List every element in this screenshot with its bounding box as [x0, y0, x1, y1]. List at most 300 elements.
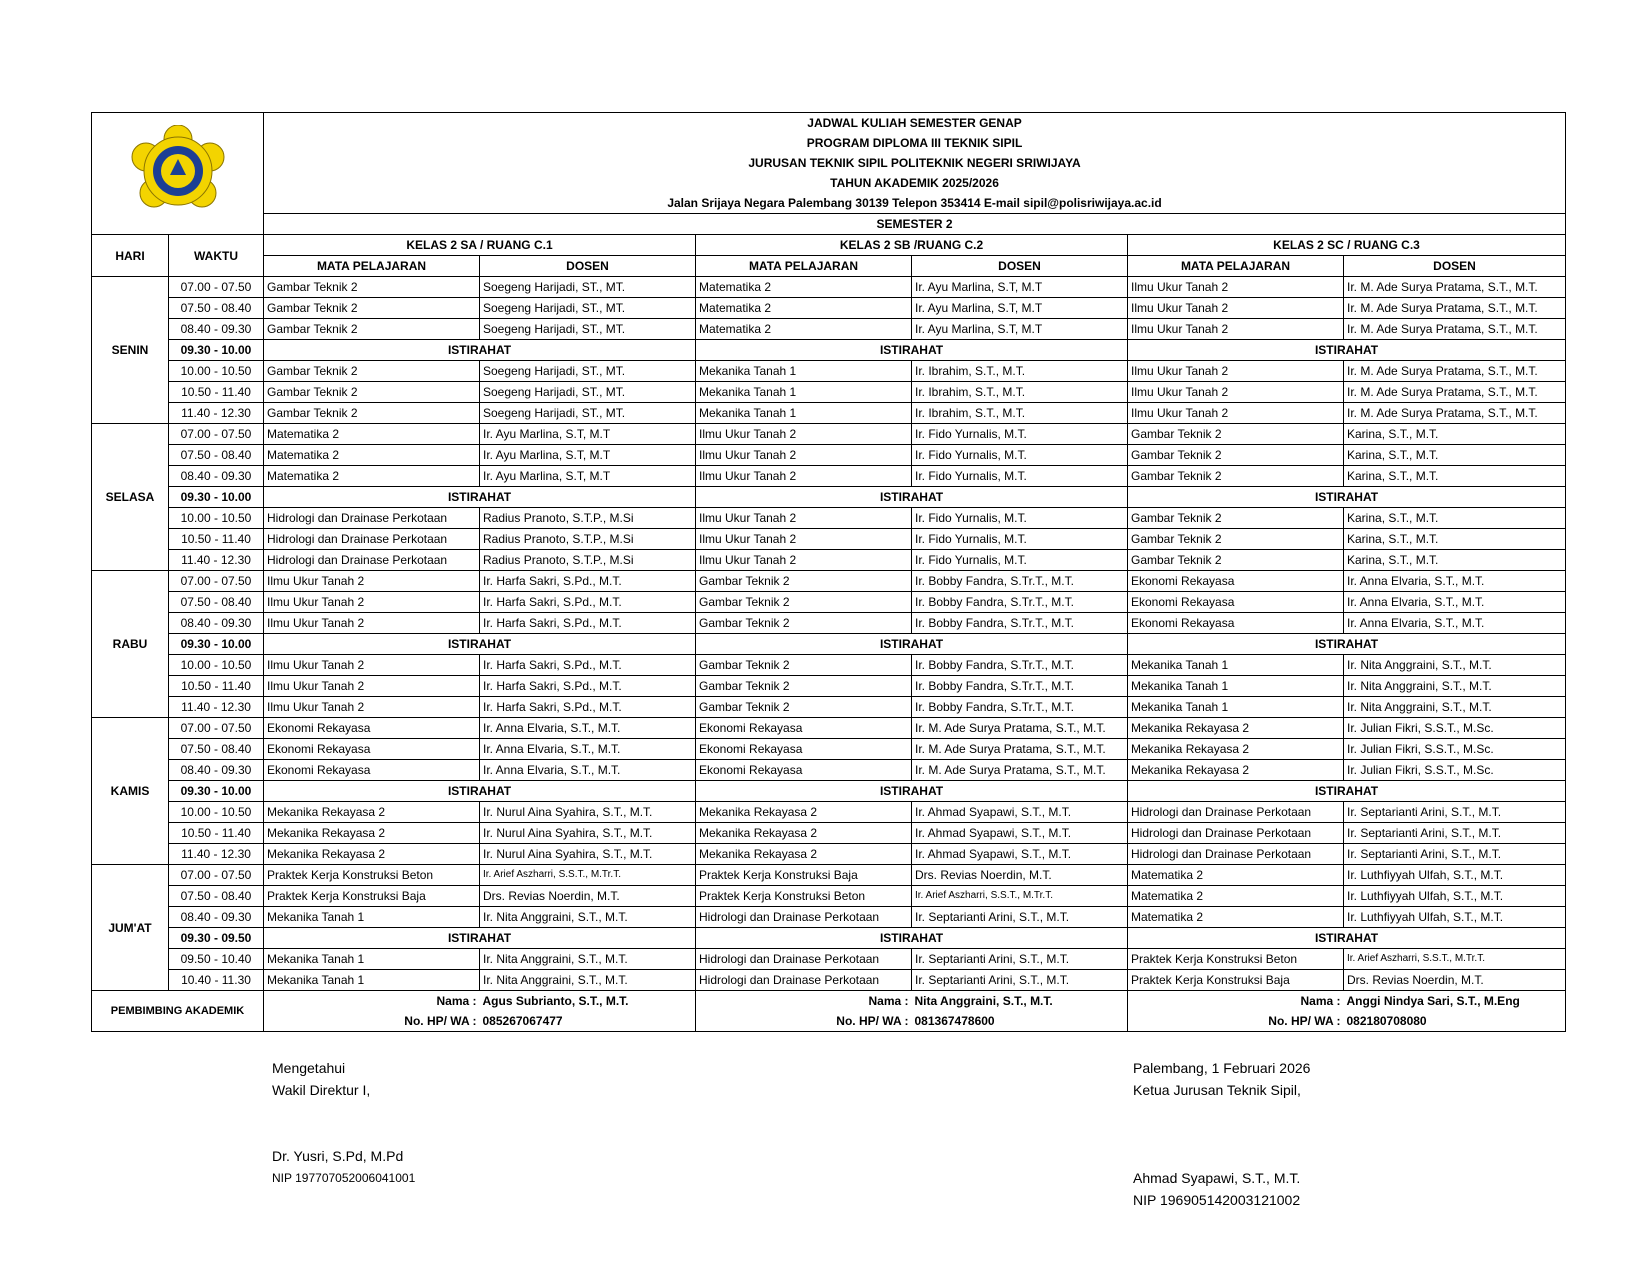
lecturer-name: Ir. M. Ade Surya Pratama, S.T., M.T. — [1344, 382, 1566, 403]
lecturer-name: Ir. Ayu Marlina, S.T, M.T — [912, 319, 1128, 340]
course-name: Hidrologi dan Drainase Perkotaan — [264, 550, 480, 571]
time-slot: 11.40 - 12.30 — [169, 697, 264, 718]
lecturer-name: Ir. Bobby Fandra, S.Tr.T., M.T. — [912, 676, 1128, 697]
lecturer-name: Ir. Arief Aszharri, S.S.T., M.Tr.T. — [1344, 949, 1566, 970]
course-name: Mekanika Rekayasa 2 — [696, 844, 912, 865]
break-label: ISTIRAHAT — [264, 634, 696, 655]
table-row — [92, 844, 1566, 865]
advisor-name: Agus Subrianto, S.T., M.T. — [480, 991, 696, 1012]
table-row — [92, 571, 1566, 592]
course-name: Ilmu Ukur Tanah 2 — [696, 529, 912, 550]
lecturer-name: Ir. Bobby Fandra, S.Tr.T., M.T. — [912, 697, 1128, 718]
table-row — [92, 865, 1566, 886]
course-name: Matematika 2 — [1128, 865, 1344, 886]
table-row — [92, 718, 1566, 739]
course-name: Ekonomi Rekayasa — [696, 760, 912, 781]
signature-right-line1: Palembang, 1 Februari 2026 — [1133, 1060, 1311, 1076]
advisor-name-label: Nama : — [1128, 991, 1344, 1012]
course-name: Hidrologi dan Drainase Perkotaan — [696, 970, 912, 991]
logo-cell — [92, 113, 264, 235]
lecturer-name: Ir. Anna Elvaria, S.T., M.T. — [480, 760, 696, 781]
course-name: Ilmu Ukur Tanah 2 — [696, 508, 912, 529]
course-name: Hidrologi dan Drainase Perkotaan — [696, 907, 912, 928]
time-slot: 09.30 - 10.00 — [169, 634, 264, 655]
course-name: Mekanika Rekayasa 2 — [696, 802, 912, 823]
lecturer-name: Ir. Nita Anggraini, S.T., M.T. — [480, 949, 696, 970]
table-row — [92, 676, 1566, 697]
course-name: Mekanika Rekayasa 2 — [264, 802, 480, 823]
table-row — [92, 277, 1566, 298]
course-name: Hidrologi dan Drainase Perkotaan — [1128, 802, 1344, 823]
lecturer-name: Karina, S.T., M.T. — [1344, 466, 1566, 487]
lecturer-name: Ir. Septarianti Arini, S.T., M.T. — [1344, 802, 1566, 823]
break-label: ISTIRAHAT — [264, 781, 696, 802]
table-row — [92, 361, 1566, 382]
time-slot: 11.40 - 12.30 — [169, 550, 264, 571]
break-label: ISTIRAHAT — [264, 340, 696, 361]
course-name: Mekanika Rekayasa 2 — [264, 844, 480, 865]
lecturer-name: Ir. Arief Aszharri, S.S.T., M.Tr.T. — [912, 886, 1128, 907]
signature-left-name: Dr. Yusri, S.Pd, M.Pd — [272, 1148, 404, 1164]
break-label: ISTIRAHAT — [696, 487, 1128, 508]
lecturer-name: Ir. M. Ade Surya Pratama, S.T., M.T. — [1344, 361, 1566, 382]
lecturer-name: Ir. M. Ade Surya Pratama, S.T., M.T. — [1344, 298, 1566, 319]
advisor-phone: 081367478600 — [912, 1011, 1128, 1032]
polsri-logo-icon — [126, 125, 230, 217]
time-slot: 10.50 - 11.40 — [169, 529, 264, 550]
lecturer-name: Ir. Anna Elvaria, S.T., M.T. — [480, 739, 696, 760]
course-name: Mekanika Rekayasa 2 — [1128, 739, 1344, 760]
time-slot: 07.00 - 07.50 — [169, 424, 264, 445]
time-slot: 09.50 - 10.40 — [169, 949, 264, 970]
time-slot: 07.00 - 07.50 — [169, 277, 264, 298]
course-name: Matematika 2 — [264, 466, 480, 487]
course-name: Ilmu Ukur Tanah 2 — [1128, 382, 1344, 403]
advisor-row — [92, 1011, 1566, 1032]
course-name: Ilmu Ukur Tanah 2 — [264, 676, 480, 697]
course-name: Mekanika Rekayasa 2 — [696, 823, 912, 844]
lecturer-name: Ir. Ayu Marlina, S.T, M.T — [480, 466, 696, 487]
course-name: Mekanika Rekayasa 2 — [264, 823, 480, 844]
header-line-2: PROGRAM DIPLOMA III TEKNIK SIPIL — [264, 133, 1566, 153]
course-name: Gambar Teknik 2 — [696, 676, 912, 697]
lecturer-name: Ir. Fido Yurnalis, M.T. — [912, 508, 1128, 529]
table-row — [92, 298, 1566, 319]
lecturer-name: Ir. Fido Yurnalis, M.T. — [912, 550, 1128, 571]
course-name: Ilmu Ukur Tanah 2 — [696, 424, 912, 445]
break-label: ISTIRAHAT — [264, 487, 696, 508]
time-slot: 07.50 - 08.40 — [169, 592, 264, 613]
advisor-name-label: Nama : — [696, 991, 912, 1012]
course-name: Gambar Teknik 2 — [696, 697, 912, 718]
lecturer-name: Ir. Ayu Marlina, S.T, M.T — [480, 445, 696, 466]
advisor-phone: 085267067477 — [480, 1011, 696, 1032]
course-name: Mekanika Tanah 1 — [1128, 676, 1344, 697]
time-slot: 07.00 - 07.50 — [169, 865, 264, 886]
course-name: Gambar Teknik 2 — [696, 655, 912, 676]
lecturer-name: Ir. Nurul Aina Syahira, S.T., M.T. — [480, 823, 696, 844]
course-name: Matematika 2 — [1128, 886, 1344, 907]
lecturer-name: Ir. M. Ade Surya Pratama, S.T., M.T. — [912, 739, 1128, 760]
course-name: Ilmu Ukur Tanah 2 — [696, 445, 912, 466]
course-name: Mekanika Tanah 1 — [264, 949, 480, 970]
course-name: Hidrologi dan Drainase Perkotaan — [696, 949, 912, 970]
break-label: ISTIRAHAT — [696, 340, 1128, 361]
course-name: Ekonomi Rekayasa — [1128, 592, 1344, 613]
course-name: Ekonomi Rekayasa — [264, 718, 480, 739]
day-label: KAMIS — [92, 718, 169, 865]
course-name: Ekonomi Rekayasa — [1128, 613, 1344, 634]
lecturer-name: Ir. Anna Elvaria, S.T., M.T. — [1344, 592, 1566, 613]
lecturer-name: Radius Pranoto, S.T.P., M.Si — [480, 529, 696, 550]
course-name: Ilmu Ukur Tanah 2 — [1128, 361, 1344, 382]
course-name: Gambar Teknik 2 — [1128, 445, 1344, 466]
lecturer-name: Ir. Bobby Fandra, S.Tr.T., M.T. — [912, 655, 1128, 676]
course-name: Matematika 2 — [696, 277, 912, 298]
lecturer-name: Ir. Nita Anggraini, S.T., M.T. — [1344, 655, 1566, 676]
course-name: Gambar Teknik 2 — [696, 613, 912, 634]
signature-left-line1: Mengetahui — [272, 1060, 346, 1076]
break-label: ISTIRAHAT — [1128, 781, 1566, 802]
course-name: Gambar Teknik 2 — [264, 319, 480, 340]
signature-right-name: Ahmad Syapawi, S.T., M.T. — [1133, 1170, 1301, 1186]
lecturer-name: Ir. Septarianti Arini, S.T., M.T. — [912, 970, 1128, 991]
advisor-label: PEMBIMBING AKADEMIK — [92, 991, 264, 1032]
time-slot: 07.50 - 08.40 — [169, 298, 264, 319]
lecturer-name: Ir. M. Ade Surya Pratama, S.T., M.T. — [912, 760, 1128, 781]
course-name: Hidrologi dan Drainase Perkotaan — [264, 508, 480, 529]
time-slot: 10.00 - 10.50 — [169, 361, 264, 382]
course-name: Ilmu Ukur Tanah 2 — [264, 571, 480, 592]
lecturer-name: Ir. M. Ade Surya Pratama, S.T., M.T. — [912, 718, 1128, 739]
time-slot: 09.30 - 10.00 — [169, 781, 264, 802]
lecturer-name: Ir. Fido Yurnalis, M.T. — [912, 529, 1128, 550]
course-name: Mekanika Rekayasa 2 — [1128, 718, 1344, 739]
header-line-4: TAHUN AKADEMIK 2025/2026 — [264, 173, 1566, 193]
lecturer-name: Ir. Bobby Fandra, S.Tr.T., M.T. — [912, 592, 1128, 613]
lecturer-name: Ir. Septarianti Arini, S.T., M.T. — [912, 907, 1128, 928]
signature-left — [272, 1057, 415, 1189]
course-name: Ekonomi Rekayasa — [1128, 571, 1344, 592]
time-slot: 10.00 - 10.50 — [169, 508, 264, 529]
table-row — [92, 550, 1566, 571]
lecturer-name: Ir. Harfa Sakri, S.Pd., M.T. — [480, 571, 696, 592]
course-name: Ilmu Ukur Tanah 2 — [1128, 277, 1344, 298]
lecturer-name: Ir. Anna Elvaria, S.T., M.T. — [1344, 613, 1566, 634]
break-label: ISTIRAHAT — [1128, 487, 1566, 508]
header-line-5: Jalan Srijaya Negara Palembang 30139 Telepon 353414 E-mail sipil@polisriwijaya.ac.id — [264, 193, 1566, 214]
signature-right-line2: Ketua Jurusan Teknik Sipil, — [1133, 1082, 1301, 1098]
signature-right — [1133, 1057, 1310, 1211]
mata-header: MATA PELAJARAN — [696, 256, 912, 277]
course-name: Matematika 2 — [696, 298, 912, 319]
course-name: Gambar Teknik 2 — [1128, 529, 1344, 550]
lecturer-name: Ir. Septarianti Arini, S.T., M.T. — [912, 949, 1128, 970]
table-row — [92, 760, 1566, 781]
lecturer-name: Ir. Harfa Sakri, S.Pd., M.T. — [480, 655, 696, 676]
table-row — [92, 970, 1566, 991]
lecturer-name: Ir. Fido Yurnalis, M.T. — [912, 424, 1128, 445]
course-name: Ilmu Ukur Tanah 2 — [264, 697, 480, 718]
lecturer-name: Ir. Ayu Marlina, S.T, M.T — [912, 277, 1128, 298]
course-name: Ekonomi Rekayasa — [264, 760, 480, 781]
signature-left-line2: Wakil Direktur I, — [272, 1082, 371, 1098]
lecturer-name: Drs. Revias Noerdin, M.T. — [480, 886, 696, 907]
dosen-header: DOSEN — [480, 256, 696, 277]
table-row — [92, 823, 1566, 844]
course-name: Gambar Teknik 2 — [1128, 508, 1344, 529]
time-slot: 09.30 - 09.50 — [169, 928, 264, 949]
dosen-header: DOSEN — [912, 256, 1128, 277]
hari-header: HARI — [92, 235, 169, 277]
course-name: Gambar Teknik 2 — [1128, 424, 1344, 445]
time-slot: 10.50 - 11.40 — [169, 676, 264, 697]
header-line-1: JADWAL KULIAH SEMESTER GENAP — [264, 113, 1566, 134]
lecturer-name: Ir. M. Ade Surya Pratama, S.T., M.T. — [1344, 277, 1566, 298]
lecturer-name: Drs. Revias Noerdin, M.T. — [912, 865, 1128, 886]
mata-header: MATA PELAJARAN — [264, 256, 480, 277]
course-name: Praktek Kerja Konstruksi Baja — [696, 865, 912, 886]
lecturer-name: Ir. Nita Anggraini, S.T., M.T. — [480, 970, 696, 991]
course-name: Mekanika Rekayasa 2 — [1128, 760, 1344, 781]
course-name: Mekanika Tanah 1 — [696, 382, 912, 403]
table-row — [92, 613, 1566, 634]
lecturer-name: Karina, S.T., M.T. — [1344, 445, 1566, 466]
table-row — [92, 592, 1566, 613]
time-slot: 09.30 - 10.00 — [169, 340, 264, 361]
lecturer-name: Karina, S.T., M.T. — [1344, 529, 1566, 550]
lecturer-name: Ir. Ahmad Syapawi, S.T., M.T. — [912, 802, 1128, 823]
course-name: Gambar Teknik 2 — [264, 361, 480, 382]
lecturer-name: Ir. Ibrahim, S.T., M.T. — [912, 382, 1128, 403]
header-line-3: JURUSAN TEKNIK SIPIL POLITEKNIK NEGERI SRIWIJAYA — [264, 153, 1566, 173]
course-name: Matematika 2 — [264, 424, 480, 445]
course-name: Hidrologi dan Drainase Perkotaan — [1128, 823, 1344, 844]
table-row — [92, 508, 1566, 529]
day-label: SELASA — [92, 424, 169, 571]
lecturer-name: Soegeng Harijadi, ST., MT. — [480, 403, 696, 424]
course-name: Gambar Teknik 2 — [264, 403, 480, 424]
break-row — [92, 928, 1566, 949]
break-label: ISTIRAHAT — [1128, 340, 1566, 361]
course-name: Ekonomi Rekayasa — [696, 718, 912, 739]
lecturer-name: Ir. Bobby Fandra, S.Tr.T., M.T. — [912, 613, 1128, 634]
lecturer-name: Ir. Septarianti Arini, S.T., M.T. — [1344, 844, 1566, 865]
lecturer-name: Ir. Ayu Marlina, S.T, M.T — [912, 298, 1128, 319]
lecturer-name: Karina, S.T., M.T. — [1344, 508, 1566, 529]
time-slot: 10.00 - 10.50 — [169, 802, 264, 823]
break-label: ISTIRAHAT — [1128, 634, 1566, 655]
time-slot: 08.40 - 09.30 — [169, 760, 264, 781]
course-name: Matematika 2 — [264, 445, 480, 466]
lecturer-name: Ir. Harfa Sakri, S.Pd., M.T. — [480, 676, 696, 697]
lecturer-name: Ir. Bobby Fandra, S.Tr.T., M.T. — [912, 571, 1128, 592]
lecturer-name: Radius Pranoto, S.T.P., M.Si — [480, 550, 696, 571]
advisor-row — [92, 991, 1566, 1012]
course-name: Gambar Teknik 2 — [264, 298, 480, 319]
course-name: Mekanika Tanah 1 — [264, 970, 480, 991]
table-row — [92, 382, 1566, 403]
advisor-name: Anggi Nindya Sari, S.T., M.Eng — [1344, 991, 1566, 1012]
lecturer-name: Karina, S.T., M.T. — [1344, 424, 1566, 445]
table-row — [92, 445, 1566, 466]
lecturer-name: Ir. Luthfiyyah Ulfah, S.T., M.T. — [1344, 865, 1566, 886]
lecturer-name: Ir. Fido Yurnalis, M.T. — [912, 445, 1128, 466]
lecturer-name: Ir. Arief Aszharri, S.S.T., M.Tr.T. — [480, 865, 696, 886]
time-slot: 11.40 - 12.30 — [169, 403, 264, 424]
lecturer-name: Ir. Julian Fikri, S.S.T., M.Sc. — [1344, 739, 1566, 760]
lecturer-name: Ir. Anna Elvaria, S.T., M.T. — [480, 718, 696, 739]
lecturer-name: Soegeng Harijadi, ST., MT. — [480, 298, 696, 319]
course-name: Praktek Kerja Konstruksi Baja — [1128, 970, 1344, 991]
break-label: ISTIRAHAT — [696, 928, 1128, 949]
day-label: JUM'AT — [92, 865, 169, 991]
advisor-phone-label: No. HP/ WA : — [1128, 1011, 1344, 1032]
course-name: Ekonomi Rekayasa — [696, 739, 912, 760]
table-row — [92, 802, 1566, 823]
lecturer-name: Ir. Nurul Aina Syahira, S.T., M.T. — [480, 802, 696, 823]
lecturer-name: Ir. Nita Anggraini, S.T., M.T. — [1344, 676, 1566, 697]
course-name: Ekonomi Rekayasa — [264, 739, 480, 760]
time-slot: 10.50 - 11.40 — [169, 823, 264, 844]
break-row — [92, 634, 1566, 655]
lecturer-name: Ir. Nita Anggraini, S.T., M.T. — [480, 907, 696, 928]
table-row — [92, 907, 1566, 928]
table-row — [92, 319, 1566, 340]
class-sc-header: KELAS 2 SC / RUANG C.3 — [1128, 235, 1566, 256]
lecturer-name: Ir. M. Ade Surya Pratama, S.T., M.T. — [1344, 403, 1566, 424]
table-row — [92, 739, 1566, 760]
semester-label: SEMESTER 2 — [264, 214, 1566, 235]
break-label: ISTIRAHAT — [696, 634, 1128, 655]
table-row — [92, 403, 1566, 424]
lecturer-name: Ir. Ayu Marlina, S.T, M.T — [480, 424, 696, 445]
time-slot: 07.00 - 07.50 — [169, 571, 264, 592]
time-slot: 11.40 - 12.30 — [169, 844, 264, 865]
course-name: Gambar Teknik 2 — [696, 592, 912, 613]
course-name: Ilmu Ukur Tanah 2 — [264, 655, 480, 676]
signature-right-nip: NIP 196905142003121002 — [1133, 1192, 1301, 1208]
course-name: Ilmu Ukur Tanah 2 — [1128, 319, 1344, 340]
time-slot: 08.40 - 09.30 — [169, 466, 264, 487]
course-name: Matematika 2 — [696, 319, 912, 340]
course-name: Praktek Kerja Konstruksi Beton — [696, 886, 912, 907]
time-slot: 07.00 - 07.50 — [169, 718, 264, 739]
lecturer-name: Soegeng Harijadi, ST., MT. — [480, 361, 696, 382]
course-name: Hidrologi dan Drainase Perkotaan — [1128, 844, 1344, 865]
time-slot: 08.40 - 09.30 — [169, 319, 264, 340]
lecturer-name: Ir. Nita Anggraini, S.T., M.T. — [1344, 697, 1566, 718]
break-row — [92, 781, 1566, 802]
lecturer-name: Ir. Harfa Sakri, S.Pd., M.T. — [480, 613, 696, 634]
break-row — [92, 340, 1566, 361]
time-slot: 07.50 - 08.40 — [169, 445, 264, 466]
table-row — [92, 949, 1566, 970]
class-sa-header: KELAS 2 SA / RUANG C.1 — [264, 235, 696, 256]
schedule-table — [91, 112, 1566, 1032]
course-name: Mekanika Tanah 1 — [264, 907, 480, 928]
course-name: Gambar Teknik 2 — [264, 277, 480, 298]
break-label: ISTIRAHAT — [264, 928, 696, 949]
lecturer-name: Soegeng Harijadi, ST., MT. — [480, 382, 696, 403]
table-row — [92, 886, 1566, 907]
course-name: Ilmu Ukur Tanah 2 — [264, 613, 480, 634]
time-slot: 09.30 - 10.00 — [169, 487, 264, 508]
advisor-name: Nita Anggraini, S.T., M.T. — [912, 991, 1128, 1012]
lecturer-name: Ir. Septarianti Arini, S.T., M.T. — [1344, 823, 1566, 844]
course-name: Gambar Teknik 2 — [1128, 550, 1344, 571]
break-label: ISTIRAHAT — [696, 781, 1128, 802]
time-slot: 07.50 - 08.40 — [169, 886, 264, 907]
lecturer-name: Ir. Fido Yurnalis, M.T. — [912, 466, 1128, 487]
course-name: Praktek Kerja Konstruksi Beton — [1128, 949, 1344, 970]
advisor-phone: 082180708080 — [1344, 1011, 1566, 1032]
advisor-phone-label: No. HP/ WA : — [696, 1011, 912, 1032]
table-row — [92, 466, 1566, 487]
table-row — [92, 655, 1566, 676]
lecturer-name: Ir. Ahmad Syapawi, S.T., M.T. — [912, 823, 1128, 844]
lecturer-name: Ir. Ahmad Syapawi, S.T., M.T. — [912, 844, 1128, 865]
waktu-header: WAKTU — [169, 235, 264, 277]
break-label: ISTIRAHAT — [1128, 928, 1566, 949]
table-row — [92, 529, 1566, 550]
lecturer-name: Karina, S.T., M.T. — [1344, 550, 1566, 571]
course-name: Ilmu Ukur Tanah 2 — [696, 550, 912, 571]
course-name: Mekanika Tanah 1 — [696, 403, 912, 424]
course-name: Hidrologi dan Drainase Perkotaan — [264, 529, 480, 550]
course-name: Ilmu Ukur Tanah 2 — [264, 592, 480, 613]
course-name: Ilmu Ukur Tanah 2 — [1128, 403, 1344, 424]
class-sb-header: KELAS 2 SB /RUANG C.2 — [696, 235, 1128, 256]
lecturer-name: Ir. Nurul Aina Syahira, S.T., M.T. — [480, 844, 696, 865]
advisor-phone-label: No. HP/ WA : — [264, 1011, 480, 1032]
lecturer-name: Soegeng Harijadi, ST., MT. — [480, 319, 696, 340]
lecturer-name: Ir. Julian Fikri, S.S.T., M.Sc. — [1344, 760, 1566, 781]
day-label: RABU — [92, 571, 169, 718]
time-slot: 10.00 - 10.50 — [169, 655, 264, 676]
dosen-header: DOSEN — [1344, 256, 1566, 277]
course-name: Ilmu Ukur Tanah 2 — [696, 466, 912, 487]
signature-left-nip: NIP 197707052006041001 — [272, 1171, 416, 1185]
mata-header: MATA PELAJARAN — [1128, 256, 1344, 277]
lecturer-name: Ir. Luthfiyyah Ulfah, S.T., M.T. — [1344, 907, 1566, 928]
lecturer-name: Ir. Harfa Sakri, S.Pd., M.T. — [480, 697, 696, 718]
course-name: Mekanika Tanah 1 — [1128, 697, 1344, 718]
course-name: Mekanika Tanah 1 — [696, 361, 912, 382]
advisor-name-label: Nama : — [264, 991, 480, 1012]
course-name: Ilmu Ukur Tanah 2 — [1128, 298, 1344, 319]
lecturer-name: Radius Pranoto, S.T.P., M.Si — [480, 508, 696, 529]
break-row — [92, 487, 1566, 508]
time-slot: 10.40 - 11.30 — [169, 970, 264, 991]
lecturer-name: Ir. Anna Elvaria, S.T., M.T. — [1344, 571, 1566, 592]
lecturer-name: Ir. Julian Fikri, S.S.T., M.Sc. — [1344, 718, 1566, 739]
course-name: Matematika 2 — [1128, 907, 1344, 928]
course-name: Gambar Teknik 2 — [1128, 466, 1344, 487]
time-slot: 10.50 - 11.40 — [169, 382, 264, 403]
lecturer-name: Ir. M. Ade Surya Pratama, S.T., M.T. — [1344, 319, 1566, 340]
lecturer-name: Ir. Harfa Sakri, S.Pd., M.T. — [480, 592, 696, 613]
lecturer-name: Ir. Ibrahim, S.T., M.T. — [912, 403, 1128, 424]
day-label: SENIN — [92, 277, 169, 424]
time-slot: 08.40 - 09.30 — [169, 907, 264, 928]
table-row — [92, 424, 1566, 445]
course-name: Praktek Kerja Konstruksi Beton — [264, 865, 480, 886]
table-row — [92, 697, 1566, 718]
lecturer-name: Drs. Revias Noerdin, M.T. — [1344, 970, 1566, 991]
course-name: Mekanika Tanah 1 — [1128, 655, 1344, 676]
lecturer-name: Ir. Ibrahim, S.T., M.T. — [912, 361, 1128, 382]
